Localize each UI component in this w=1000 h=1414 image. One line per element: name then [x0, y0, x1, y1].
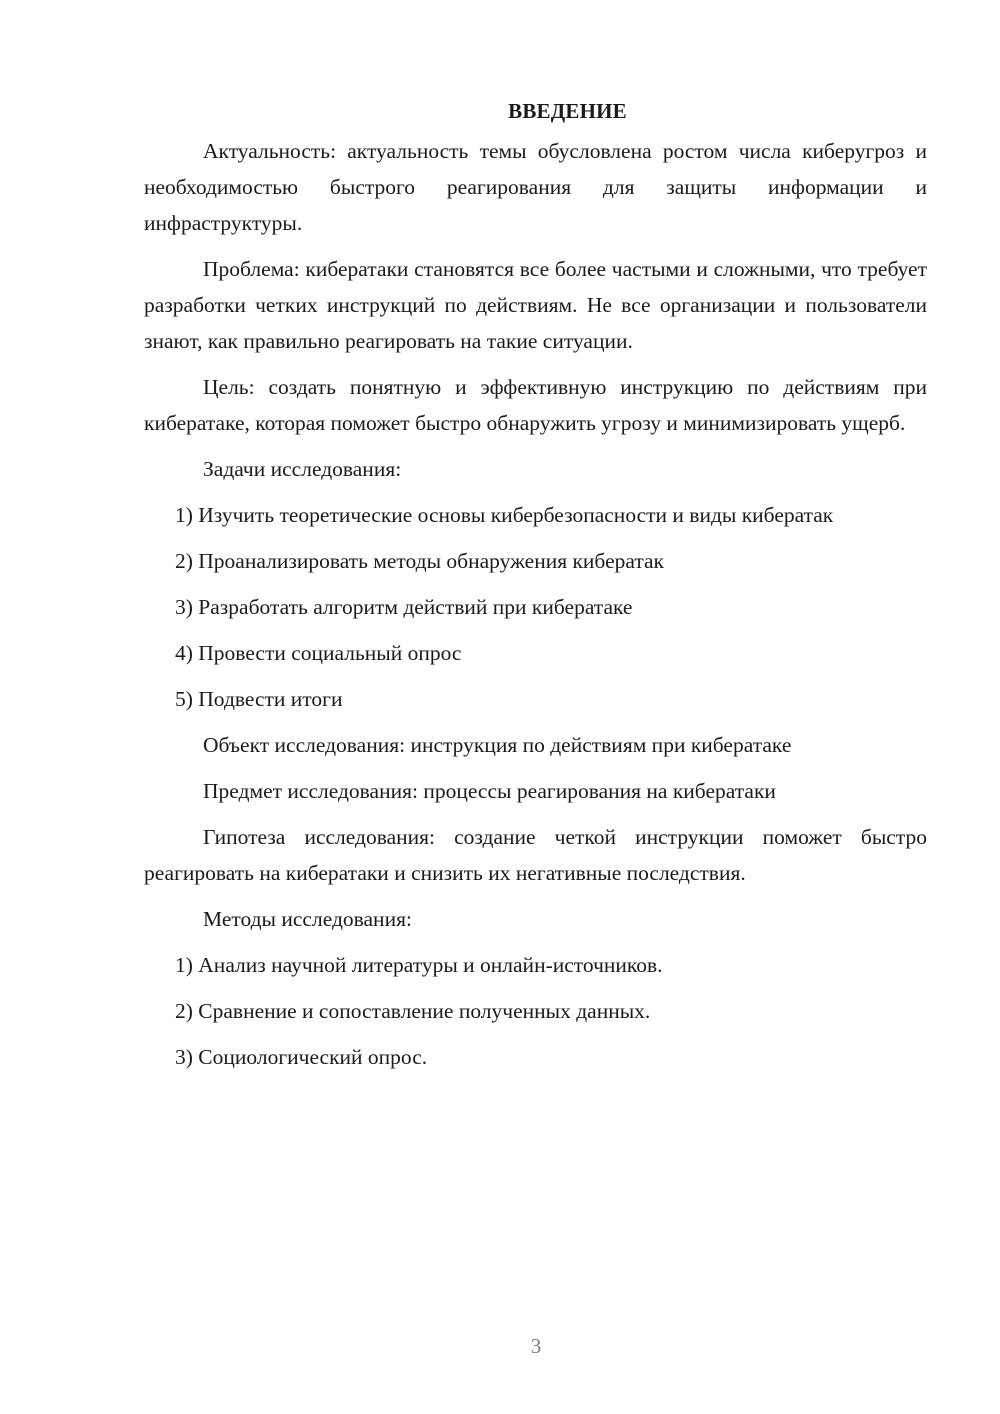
list-item: 4) Провести социальный опрос	[175, 641, 462, 665]
tasks-list	[144, 497, 927, 717]
goal-paragraph: Цель: создать понятную и эффективную инструкцию по действиям при кибератаке, которая поможет быстро обнаружить угрозу и минимизировать ущерб.	[144, 375, 927, 435]
list-item: 3) Социологический опрос.	[175, 1045, 428, 1069]
page-content	[144, 96, 927, 1085]
methods-list	[144, 947, 927, 1075]
list-item: 3) Разработать алгоритм действий при кибератаке	[175, 595, 633, 619]
object-paragraph: Объект исследования: инструкция по действиям при кибератаке	[203, 733, 792, 757]
list-item: 5) Подвести итоги	[175, 687, 343, 711]
page-number: 3	[530, 1334, 542, 1358]
subject-paragraph: Предмет исследования: процессы реагирования на кибератаки	[203, 779, 776, 803]
list-item: 1) Анализ научной литературы и онлайн-источников.	[175, 953, 663, 977]
list-item: 2) Сравнение и сопоставление полученных данных.	[175, 999, 651, 1023]
problem-paragraph: Проблема: кибератаки становятся все более частыми и сложными, что требует разработки четких инструкций по действиям. Не все организации и пользователи знают, как правильно реагировать на такие ситуации.	[144, 257, 927, 353]
methods-heading: Методы исследования:	[203, 907, 412, 931]
section-title: ВВЕДЕНИЕ	[508, 99, 627, 123]
relevance-paragraph: Актуальность: актуальность темы обусловлена ростом числа киберугроз и необходимостью быстрого реагирования для защиты информации и инфраструктуры.	[144, 139, 927, 235]
tasks-heading: Задачи исследования:	[203, 457, 402, 481]
list-item: 1) Изучить теоретические основы кибербезопасности и виды кибератак	[175, 503, 834, 527]
list-item: 2) Проанализировать методы обнаружения кибератак	[175, 549, 664, 573]
hypothesis-paragraph: Гипотеза исследования: создание четкой инструкции поможет быстро реагировать на кибератаки и снизить их негативные последствия.	[144, 825, 927, 885]
